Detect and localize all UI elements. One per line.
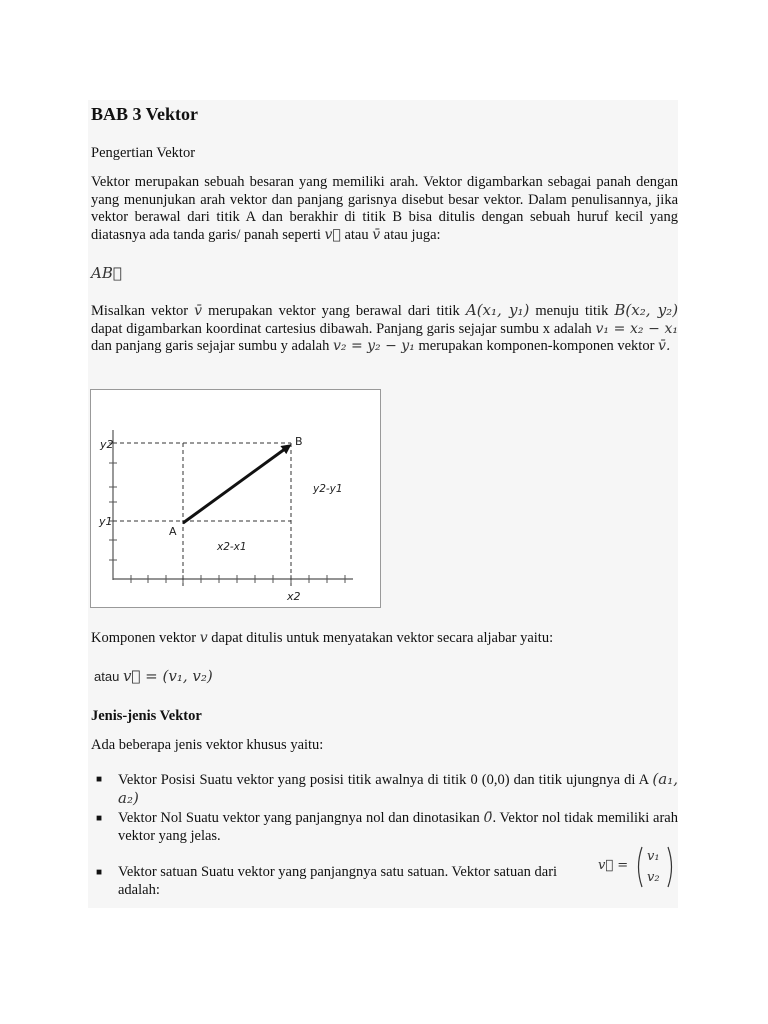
component-paragraph	[91, 302, 678, 356]
component-text-1: Misalkan vektor	[91, 303, 189, 319]
component-text-2: merupakan vektor yang berawal dari titik	[208, 303, 460, 319]
v-bar-symbol: v̄	[372, 226, 381, 243]
axis-ticks	[109, 443, 345, 583]
list-item-vektor-nol	[90, 810, 678, 845]
vector-arrow-ab	[183, 446, 289, 523]
v1-equation: v₁ = x₂ − x₁	[595, 320, 678, 337]
vector-component-equation: v⃗ = (v₁, v₂)	[122, 667, 213, 685]
point-a-notation: A(x₁, y₁)	[465, 301, 530, 319]
matrix-lhs: v⃗ =	[598, 858, 629, 873]
point-b-notation: B(x₂, y₂)	[614, 301, 679, 319]
vector-diagram	[91, 390, 380, 607]
label-x2-minus-x1: x2-x1	[217, 541, 247, 553]
item-text: Vektor Nol Suatu vektor yang panjangnya nol dan dinotasikan	[118, 810, 480, 826]
component-text-5: dan panjang garis sejajar sumbu y adalah	[91, 338, 330, 354]
position-vector-notation: (a₁, a₂)	[118, 770, 678, 807]
v-bar-symbol: v̄	[194, 303, 203, 319]
zero-vector-symbol: 0̄	[483, 810, 493, 826]
label-point-b: B	[295, 435, 303, 448]
vector-types-list	[90, 771, 678, 899]
atau-juga-text: atau juga:	[383, 226, 441, 243]
list-item-vektor-posisi	[90, 771, 678, 808]
matrix-top-entry: v₁	[647, 849, 660, 864]
bullet-icon: ■	[96, 774, 103, 785]
definition-paragraph	[91, 174, 678, 244]
v-arrow-symbol: v⃗	[324, 226, 341, 243]
atau-text: atau	[344, 226, 369, 243]
matrix-bottom-entry: v₂	[647, 870, 660, 885]
atau-label: atau	[94, 669, 120, 684]
v-symbol: v	[199, 630, 208, 646]
v2-equation: v₂ = y₂ − y₁	[333, 338, 415, 354]
cartesian-vector-figure	[90, 389, 381, 608]
item-text-2: . Vektor nol tidak memiliki arah vektor yang jelas.	[118, 810, 678, 844]
component-text-3: menuju titik	[535, 303, 609, 319]
label-x2: x2	[287, 590, 301, 603]
item-text-2: adalah:	[118, 881, 160, 898]
axes	[113, 430, 353, 580]
bullet-icon: ■	[96, 867, 103, 878]
component-text-6: merupakan komponen-komponen vektor	[418, 338, 655, 354]
algebra-atau-line	[94, 667, 213, 685]
unit-vector-matrix	[598, 845, 678, 889]
label-y2: y2	[100, 438, 114, 451]
label-y2-minus-y1: y2-y1	[313, 483, 343, 495]
chapter-title: BAB 3 Vektor	[91, 104, 199, 124]
algebra-text-1: Komponen vektor	[91, 630, 197, 646]
label-point-a: A	[169, 525, 177, 538]
algebra-text-2: dapat ditulis untuk menyatakan vektor secara aljabar yaitu:	[211, 630, 554, 646]
component-text-4: dapat digambarkan koordinat cartesius dibawah. Panjang garis sejajar sumbu x adalah	[91, 320, 592, 337]
v-bar-symbol: v̄.	[658, 338, 671, 354]
section-heading-jenis: Jenis-jenis Vektor	[91, 708, 202, 724]
item-text: Vektor Posisi Suatu vektor yang posisi titik awalnya di titik 0 (0,0) dan titik ujungnya di A	[118, 772, 649, 788]
bullet-icon: ■	[96, 813, 103, 824]
section-heading-pengertian: Pengertian Vektor	[91, 145, 196, 161]
jenis-intro: Ada beberapa jenis vektor khusus yaitu:	[91, 737, 324, 753]
algebra-paragraph	[91, 630, 678, 648]
definition-text: Vektor merupakan sebuah besaran yang memiliki arah. Vektor digambarkan sebagai panah dengan yang menunjukan arah vektor dan panjang garisnya disebut besar vektor. Dalam penulisannya, jika vektor berawal dari titik A dan berakhir di titik B bisa ditulis dengan sebuah huruf kecil yang diatasnya ada tanda garis/ panah seperti	[91, 174, 678, 243]
ab-vector-notation: AB⃗	[91, 264, 122, 282]
item-text: Vektor satuan Suatu vektor yang panjangnya satu satuan. Vektor satuan dari	[118, 864, 558, 880]
list-item-vektor-satuan	[90, 864, 678, 899]
label-y1: y1	[99, 515, 113, 528]
